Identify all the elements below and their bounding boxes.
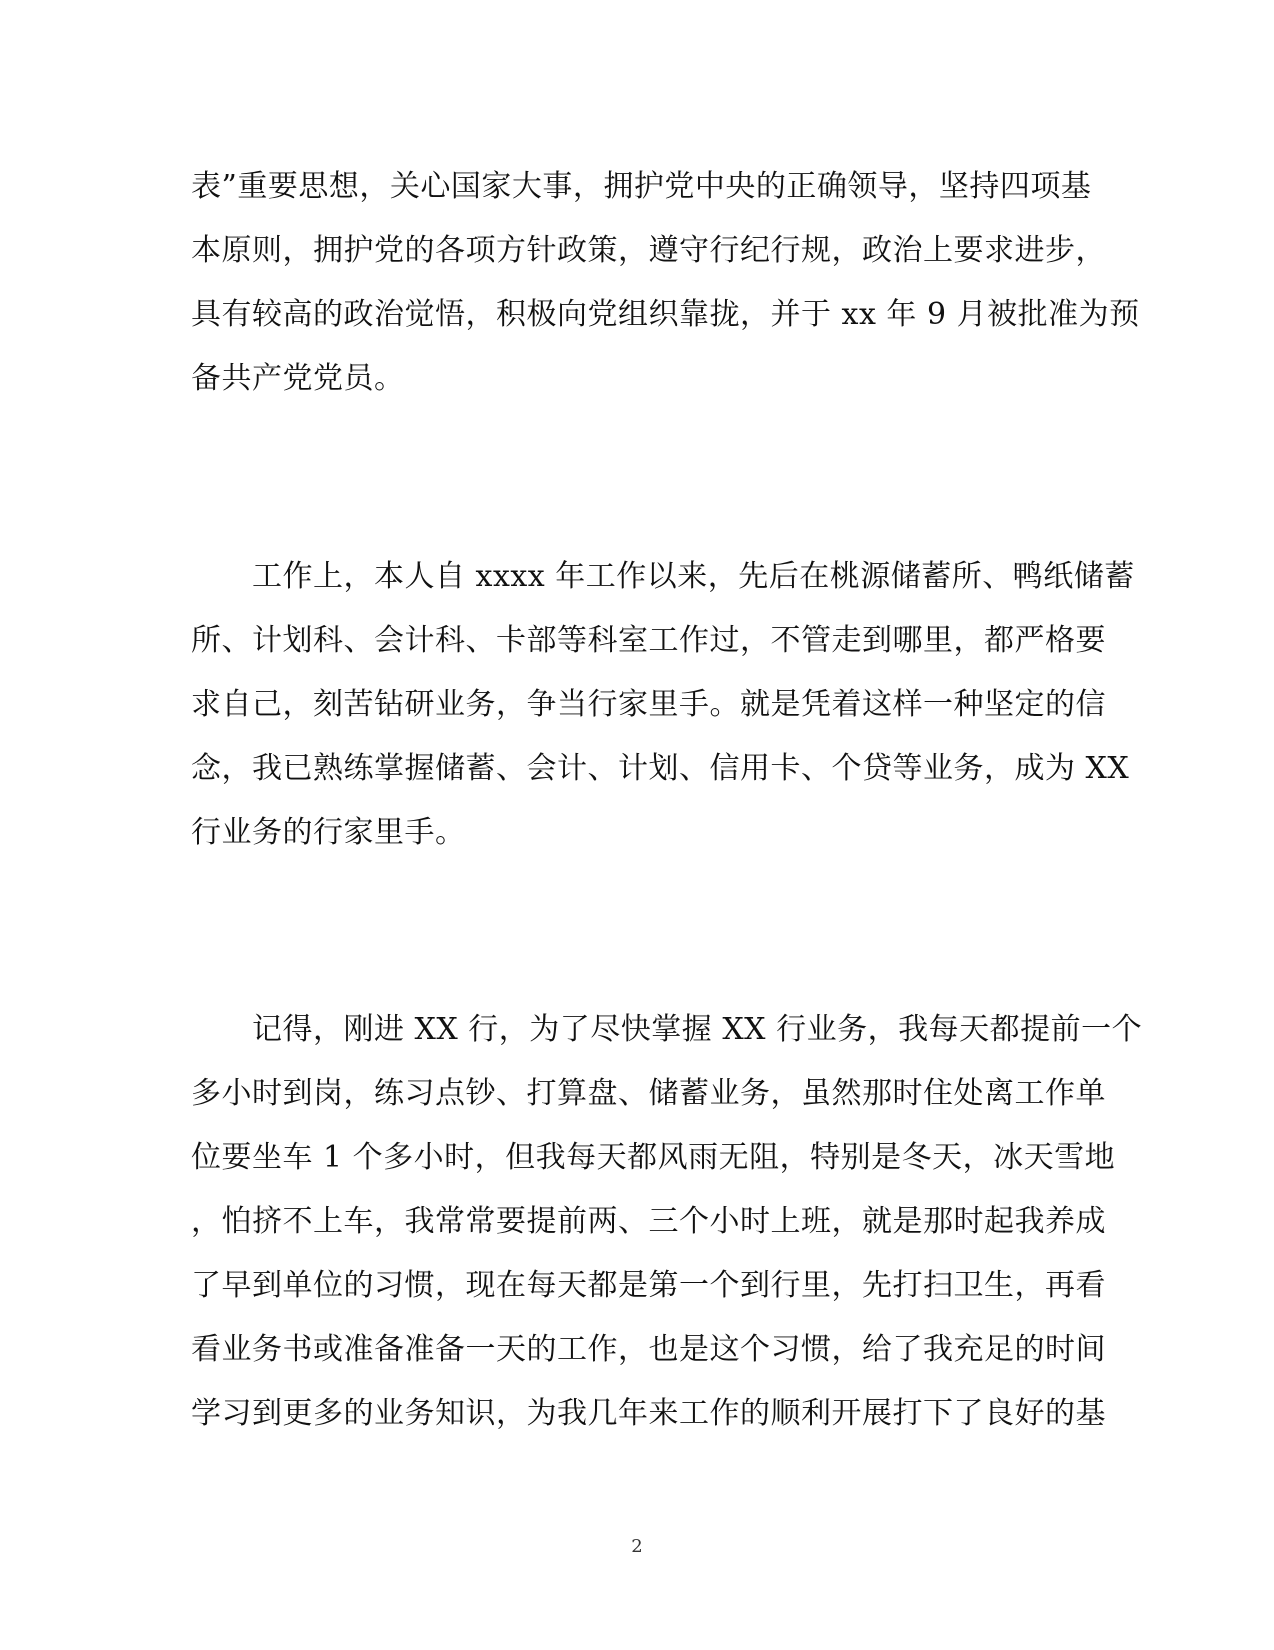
text-line: 行业务的行家里手。 xyxy=(191,815,466,850)
text-line: 记得，刚进 XX 行，为了尽快掌握 XX 行业务，我每天都提前一个 xyxy=(191,1012,1143,1047)
paragraph-memory xyxy=(191,998,1143,1446)
text-line: 工作上，本人自 xxxx 年工作以来，先后在桃源储蓄所、鸭纸储蓄 xyxy=(191,559,1135,594)
text-line: 了早到单位的习惯，现在每天都是第一个到行里，先打扫卫生，再看 xyxy=(191,1268,1106,1303)
text-line: 表”重要思想，关心国家大事，拥护党中央的正确领导，坚持四项基 xyxy=(191,169,1092,204)
text-line: 位要坐车 1 个多小时，但我每天都风雨无阻，特别是冬天，冰天雪地 xyxy=(191,1140,1116,1175)
text-line: 本原则，拥护党的各项方针政策，遵守行纪行规，政治上要求进步， xyxy=(191,233,1106,268)
text-line: 所、计划科、会计科、卡部等科室工作过，不管走到哪里，都严格要 xyxy=(191,623,1106,658)
page-number: 2 xyxy=(631,1536,643,1557)
text-line: 具有较高的政治觉悟，积极向党组织靠拢，并于 xx 年 9 月被批准为预 xyxy=(191,297,1140,332)
text-line: 学习到更多的业务知识，为我几年来工作的顺利开展打下了良好的基 xyxy=(191,1396,1106,1431)
paragraph-political xyxy=(191,155,1140,411)
text-line: 求自己，刻苦钻研业务，争当行家里手。就是凭着这样一种坚定的信 xyxy=(191,687,1106,722)
text-line: 多小时到岗，练习点钞、打算盘、储蓄业务，虽然那时住处离工作单 xyxy=(191,1076,1106,1111)
paragraph-work xyxy=(191,545,1135,865)
text-line: 看业务书或准备准备一天的工作，也是这个习惯，给了我充足的时间 xyxy=(191,1332,1106,1367)
text-line: 备共产党党员。 xyxy=(191,361,405,396)
text-line: 念，我已熟练掌握储蓄、会计、计划、信用卡、个贷等业务，成为 XX xyxy=(191,751,1130,786)
text-line: ，怕挤不上车，我常常要提前两、三个小时上班，就是那时起我养成 xyxy=(191,1204,1106,1239)
